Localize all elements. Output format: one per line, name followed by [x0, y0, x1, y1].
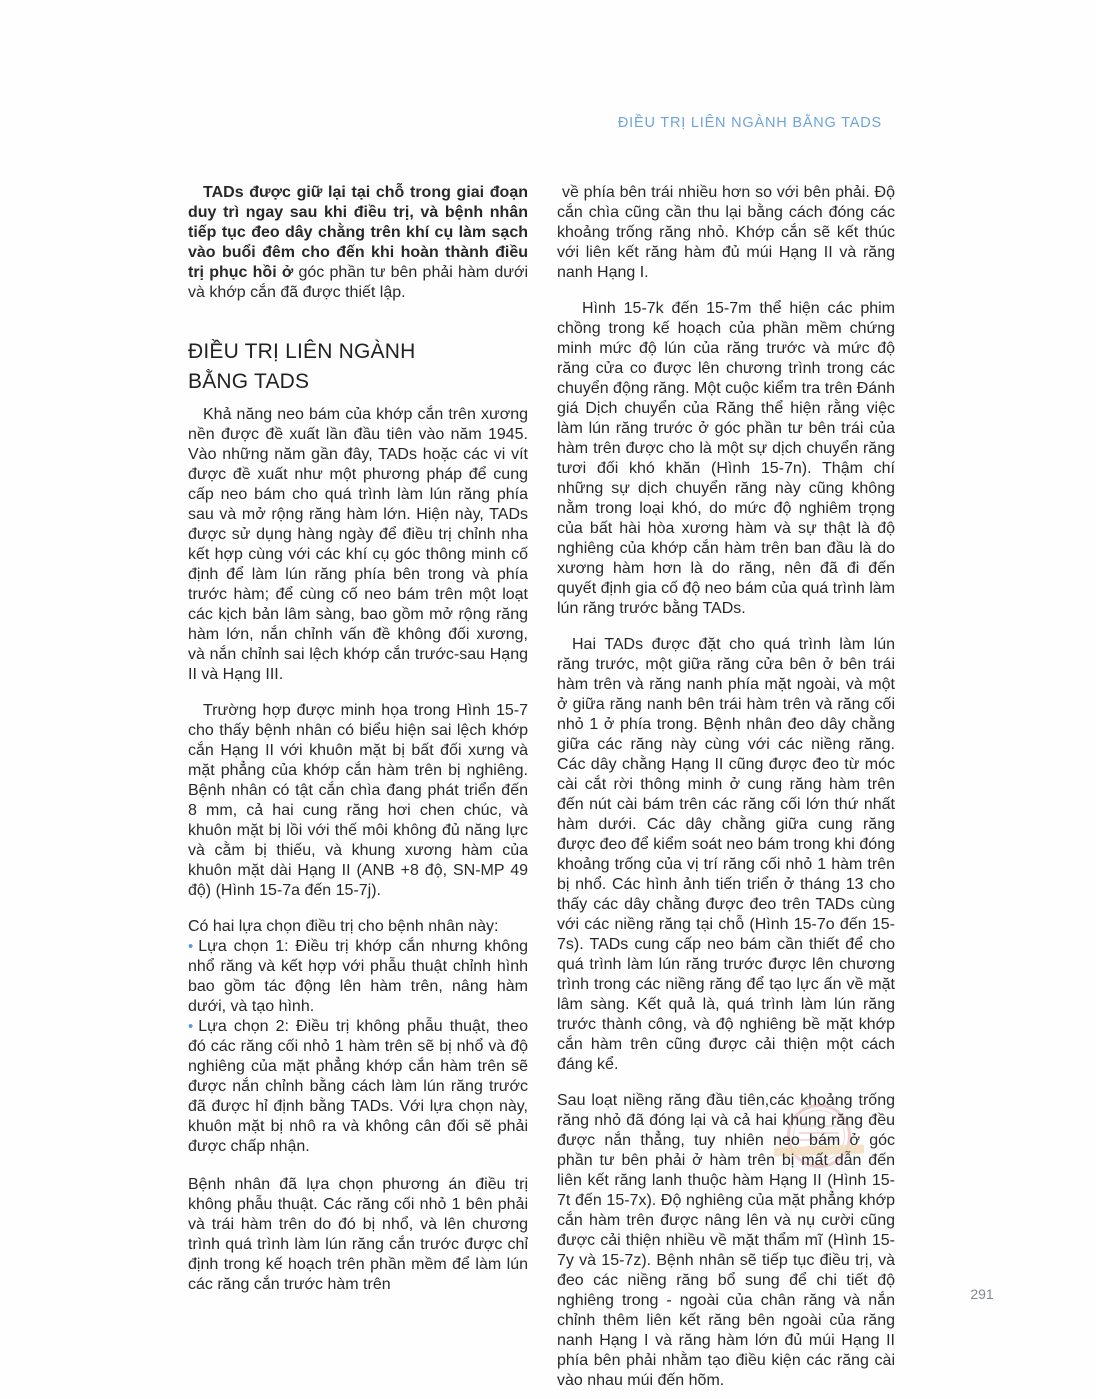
- section-heading-line2: BẰNG TADS: [188, 370, 310, 393]
- text-columns: [188, 183, 895, 1399]
- running-header-title: ĐIỀU TRỊ LIÊN NGÀNH BẰNG TADS: [617, 115, 882, 131]
- paragraph-continuation: về phía bên trái nhiều hơn so với bên phải. Độ cắn chìa cũng cần thu lại bằng cách đóng các khoảng trống răng nhỏ. Khớp cắn sẽ kết thúc với liên kết răng hàm đủ múi Hạng II và răng nanh Hạng I.: [557, 184, 895, 281]
- list-item-option-2: [188, 1017, 528, 1157]
- paragraph-decision: Bệnh nhân đã lựa chọn phương án điều trị không phẫu thuật. Các răng cối nhỏ 1 bên phải và trái hàm trên do đó bị nhổ, và lên chương trình quá trình làm lún răng cắn trước được chỉ định trong kế hoạch trên phần mềm để làm lún các răng cắn trước hàm trên: [188, 1176, 528, 1293]
- option-1-text: Lựa chọn 1: Điều trị khớp cắn nhưng không nhổ răng và kết hợp với phẫu thuật chỉnh hình bao gồm tác động lên hàm trên, nâng hàm dưới, và tạo hình.: [188, 938, 528, 1015]
- bullet-icon: •: [188, 1018, 194, 1035]
- section-heading: [188, 337, 528, 397]
- right-column: [557, 183, 895, 1399]
- page-number: 291: [970, 1286, 994, 1302]
- option-2-text: Lựa chọn 2: Điều trị không phẫu thuật, theo đó các răng cối nhỏ 1 hàm trên sẽ bị nhổ và độ nghiêng của mặt phẳng khớp cắn hàm trên sẽ được nắn chỉnh bằng cách làm lún răng trước đã được hỉ định bằng TADs. Với lựa chọn này, khuôn mặt bị nhô ra và không cân đối sẽ phải được chấp nhận.: [188, 1018, 528, 1155]
- paragraph-intro: [188, 183, 528, 303]
- paragraph-history: Khả năng neo bám của khớp cắn trên xương nền được đề xuất lần đầu tiên vào năm 1945. Vào những năm gần đây, TADs hoặc các vi vít được đề xuất như một phương pháp để cung cấp neo bám cho quá trình làm lún răng phía sau và mở rộng răng hàm lớn. Hiện này, TADs được sử dụng hàng ngày để điều trị chỉnh nha kết hợp cùng với các khí cụ góc thông minh cố định để làm lún răng phía bên trong và phía trước hàm; để cùng cố neo bám trên một loạt các kịch bản lâm sàng, bao gồm mở rộng răng hàm lớn, nắn chỉnh vấn đề không đối xương, và nắn chỉnh sai lệch khớp cắn trước-sau Hạng II và Hạng III.: [188, 406, 528, 683]
- paragraph-case-description: Trường hợp được minh họa trong Hình 15-7 cho thấy bệnh nhân có biểu hiện sai lệch khớp cắn Hạng II với khuôn mặt bị bất đối xưng và mặt phẳng của khớp cắn hàm trên bị nghiêng. Bệnh nhân có tật cắn chìa đang phát triển đến 8 mm, cả hai cung răng hơi chen chúc, và khuôn mặt bị lồi với thế môi không đủ năng lực và cằm bị thiếu, và khung xương hàm của khuôn mặt dài Hạng II (ANB +8 độ, SN-MP 49 độ) (Hình 15-7a đến 15-7j).: [188, 702, 528, 899]
- left-column: [188, 183, 528, 1399]
- section-heading-line1: ĐIỀU TRỊ LIÊN NGÀNH: [188, 340, 416, 363]
- paragraph-superimposition: Hình 15-7k đến 15-7m thể hiện các phim chồng trong kế hoạch của phần mềm chứng minh mức độ lún của răng trước và mức độ răng cửa co được lên chương trình trong các chuyển động răng. Một cuộc kiểm tra trên Đánh giá Dịch chuyển của Răng thể hiện rằng việc làm lún răng trước ở góc phần tư bên trái của hàm trên được cho là một sự dịch chuyển răng tươi đối khó khăn (Hình 15-7n). Thậm chí những sự dịch chuyển răng này cũng không nằm trong loại khó, do mức độ nghiêm trọng của bất hài hòa xương hàm và sự thật là độ nghiêng của khớp cắn hàm trên ban đầu là do xương hàm hơn là do răng, nên đã đi đến quyết định gia cố độ neo bám của quá trình làm lún răng trước bằng TADs.: [557, 300, 895, 617]
- paragraph-tads-placement: Hai TADs được đặt cho quá trình làm lún răng trước, một giữa răng cửa bên ở bên trái hàm trên và răng nanh phía mặt ngoài, và một ở giữa răng nanh bên trái hàm trên và răng cối nhỏ 1 ở phía trong. Bệnh nhân đeo dây chằng giữa các răng này cùng với các niềng răng. Các dây chằng Hạng II cũng được đeo từ móc cài cắt rời thông minh ở cung răng hàm trên đến nút cài bám trên các răng cối lớn thứ nhất hàm dưới. Các dây chằng giữa cung răng được đeo để kiểm soát neo bám trong khi đóng khoảng trống của vị trí răng cối nhỏ 1 hàm trên bị nhổ. Các hình ảnh tiến triển ở tháng 13 cho thấy các dây chằng được đeo trên TADs cùng với các niềng răng tại chỗ (Hình 15-7o đến 15-7s). TADs cung cấp neo bám cần thiết để cho quá trình làm lún răng trước được lên chương trình trong các niềng răng để tạo lực ấn về mặt lâm sàng. Kết quả là, quá trình làm lún răng trước thành công, và độ nghiêng bề mặt khớp cắn hàm trên cũng được cải thiện một cách đáng kể.: [557, 636, 895, 1073]
- paragraph-options-intro: Có hai lựa chọn điều trị cho bệnh nhân này:: [188, 918, 499, 935]
- bullet-icon: •: [188, 938, 194, 955]
- intro-regular-run: góc phần tư bên phải hàm dưới và khớp cắn đã được thiết lập.: [188, 264, 529, 301]
- intro-bold-run: TADs được giữ lại tại chỗ trong giai đoạn duy trì ngay sau khi điều trị, và bệnh nhân tiếp tục đeo dây chằng trên khí cụ làm sạch vào buổi đêm cho đến khi hoàn thành điều trị phục hồi ở: [188, 184, 528, 281]
- list-item-option-1: [188, 937, 528, 1017]
- paragraph-result: Sau loạt niềng răng đầu tiên,các khoảng trống răng nhỏ đã đóng lại và cả hai khung răng đều được nắn thẳng, tuy nhiên neo bám ở góc phần tư bên phải ở hàm trên bị mất dẫn đến liên kết răng lanh thuộc hàm Hạng II (Hình 15-7t đến 15-7x). Độ nghiêng của mặt phẳng khớp cắn hàm trên được nâng lên và nụ cười cũng được cải thiện nhiều về mặt thẩm mĩ (Hình 15-7y và 15-7z). Bệnh nhân sẽ tiếp tục điều trị, và đeo các niềng răng bổ sung để chi tiết độ nghiêng trong - ngoài của chân răng và nắn chỉnh thêm liên kết răng bên ngoài của răng nanh Hạng I và răng hàm lớn đủ múi Hạng II phía bên phải nhằm tạo điều kiện các răng cài vào nhau múi đến hõm.: [557, 1092, 895, 1389]
